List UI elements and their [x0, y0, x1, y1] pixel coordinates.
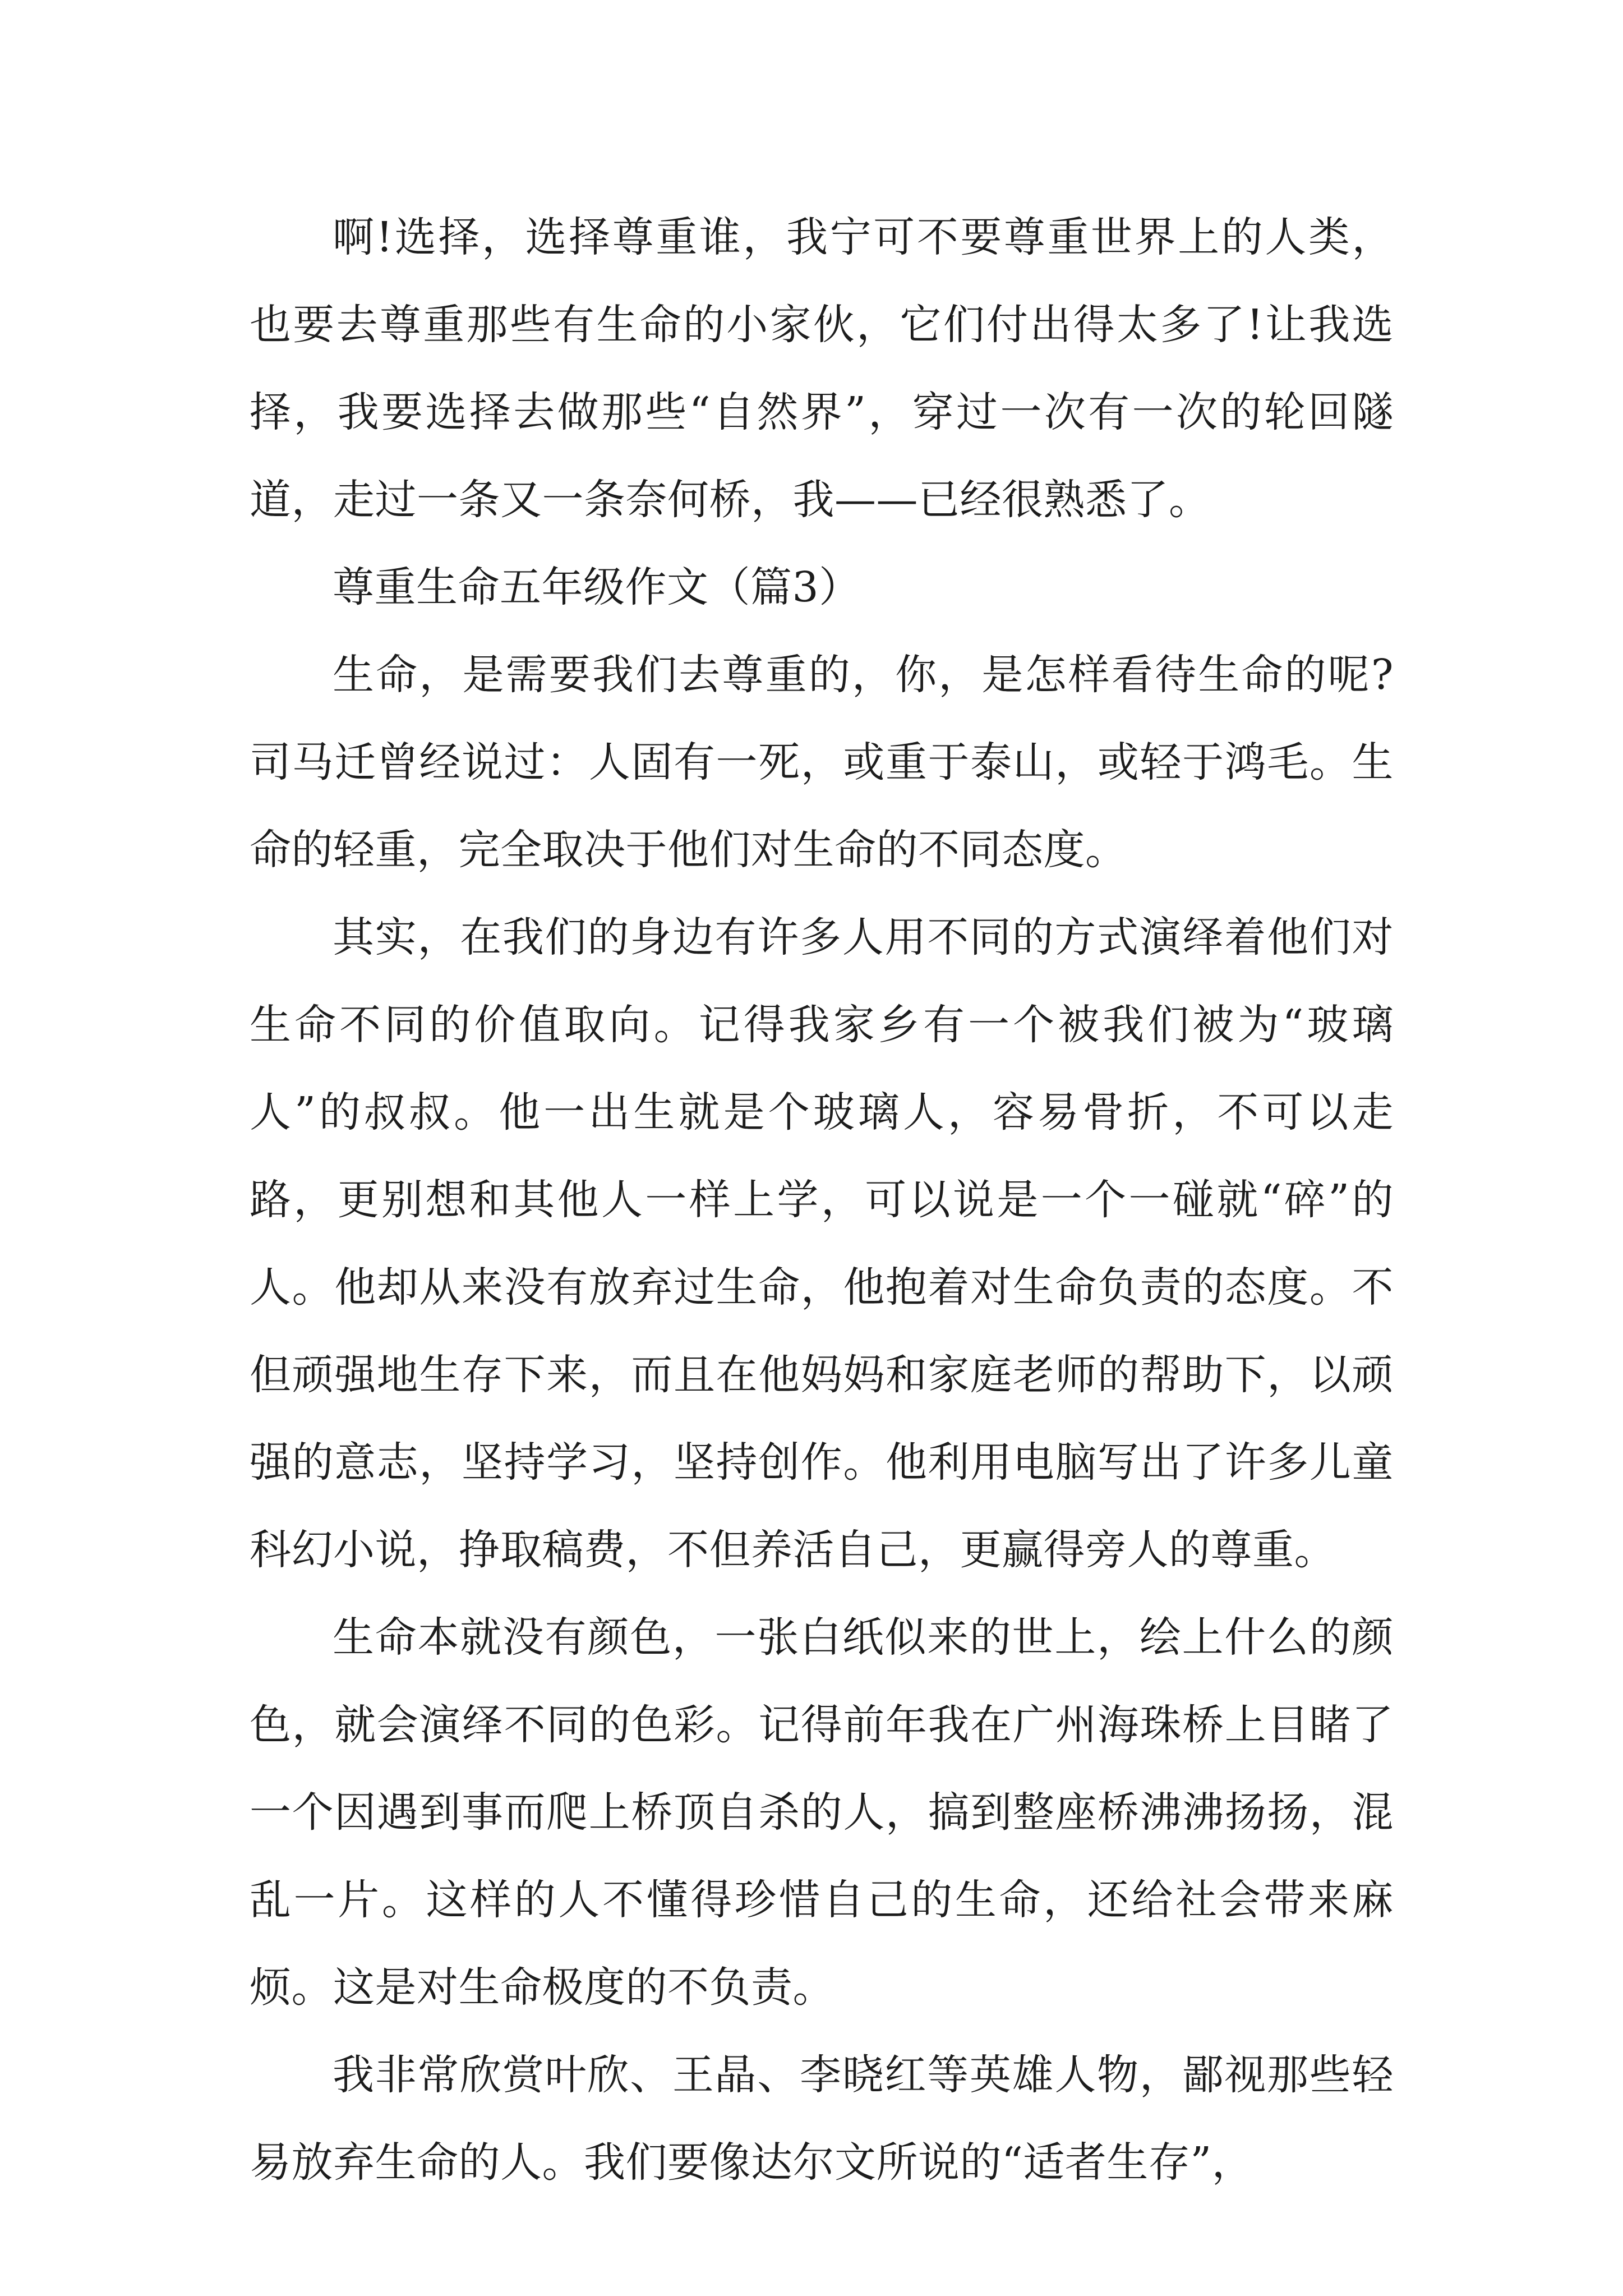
section-heading: 尊重生命五年级作文（篇3） [333, 563, 861, 611]
paragraph-intro: 生命，是需要我们去尊重的，你，是怎样看待生命的呢?司马迁曾经说过：人固有一死，或重于泰山，或轻于鸿毛。生命的轻重，完全取决于他们对生命的不同态度。 [250, 651, 1394, 874]
paragraph-heroes: 我非常欣赏叶欣、王晶、李晓红等英雄人物，鄙视那些轻易放弃生命的人。我们要像达尔文所说的“适者生存”， [250, 2051, 1394, 2187]
paragraph-color-of-life: 生命本就没有颜色，一张白纸似来的世上，绘上什么的颜色，就会演绎不同的色彩。记得前年我在广州海珠桥上目睹了一个因遇到事而爬上桥顶自杀的人，搞到整座桥沸沸扬扬，混乱一片。这样的人不懂得珍惜自己的生命，还给社会带来麻烦。这是对生命极度的不负责。 [250, 1613, 1394, 2012]
paragraph-glass-man: 其实，在我们的身边有许多人用不同的方式演绎着他们对生命不同的价值取向。记得我家乡有一个被我们被为“玻璃人”的叔叔。他一出生就是个玻璃人，容易骨折，不可以走路，更别想和其他人一样上学，可以说是一个一碰就“碎”的人。他却从来没有放弃过生命，他抱着对生命负责的态度。不但顽强地生存下来，而且在他妈妈和家庭老师的帮助下，以顽强的意志，坚持学习，坚持创作。他利用电脑写出了许多儿童科幻小说，挣取稿费，不但养活自己，更赢得旁人的尊重。 [250, 913, 1394, 1574]
document-body [250, 194, 1394, 2206]
paragraph-choice: 啊!选择，选择尊重谁，我宁可不要尊重世界上的人类，也要去尊重那些有生命的小家伙，它们付出得太多了!让我选择，我要选择去做那些“自然界”，穿过一次有一次的轮回隧道，走过一条又一条奈何桥，我——已经很熟悉了。 [250, 213, 1394, 524]
